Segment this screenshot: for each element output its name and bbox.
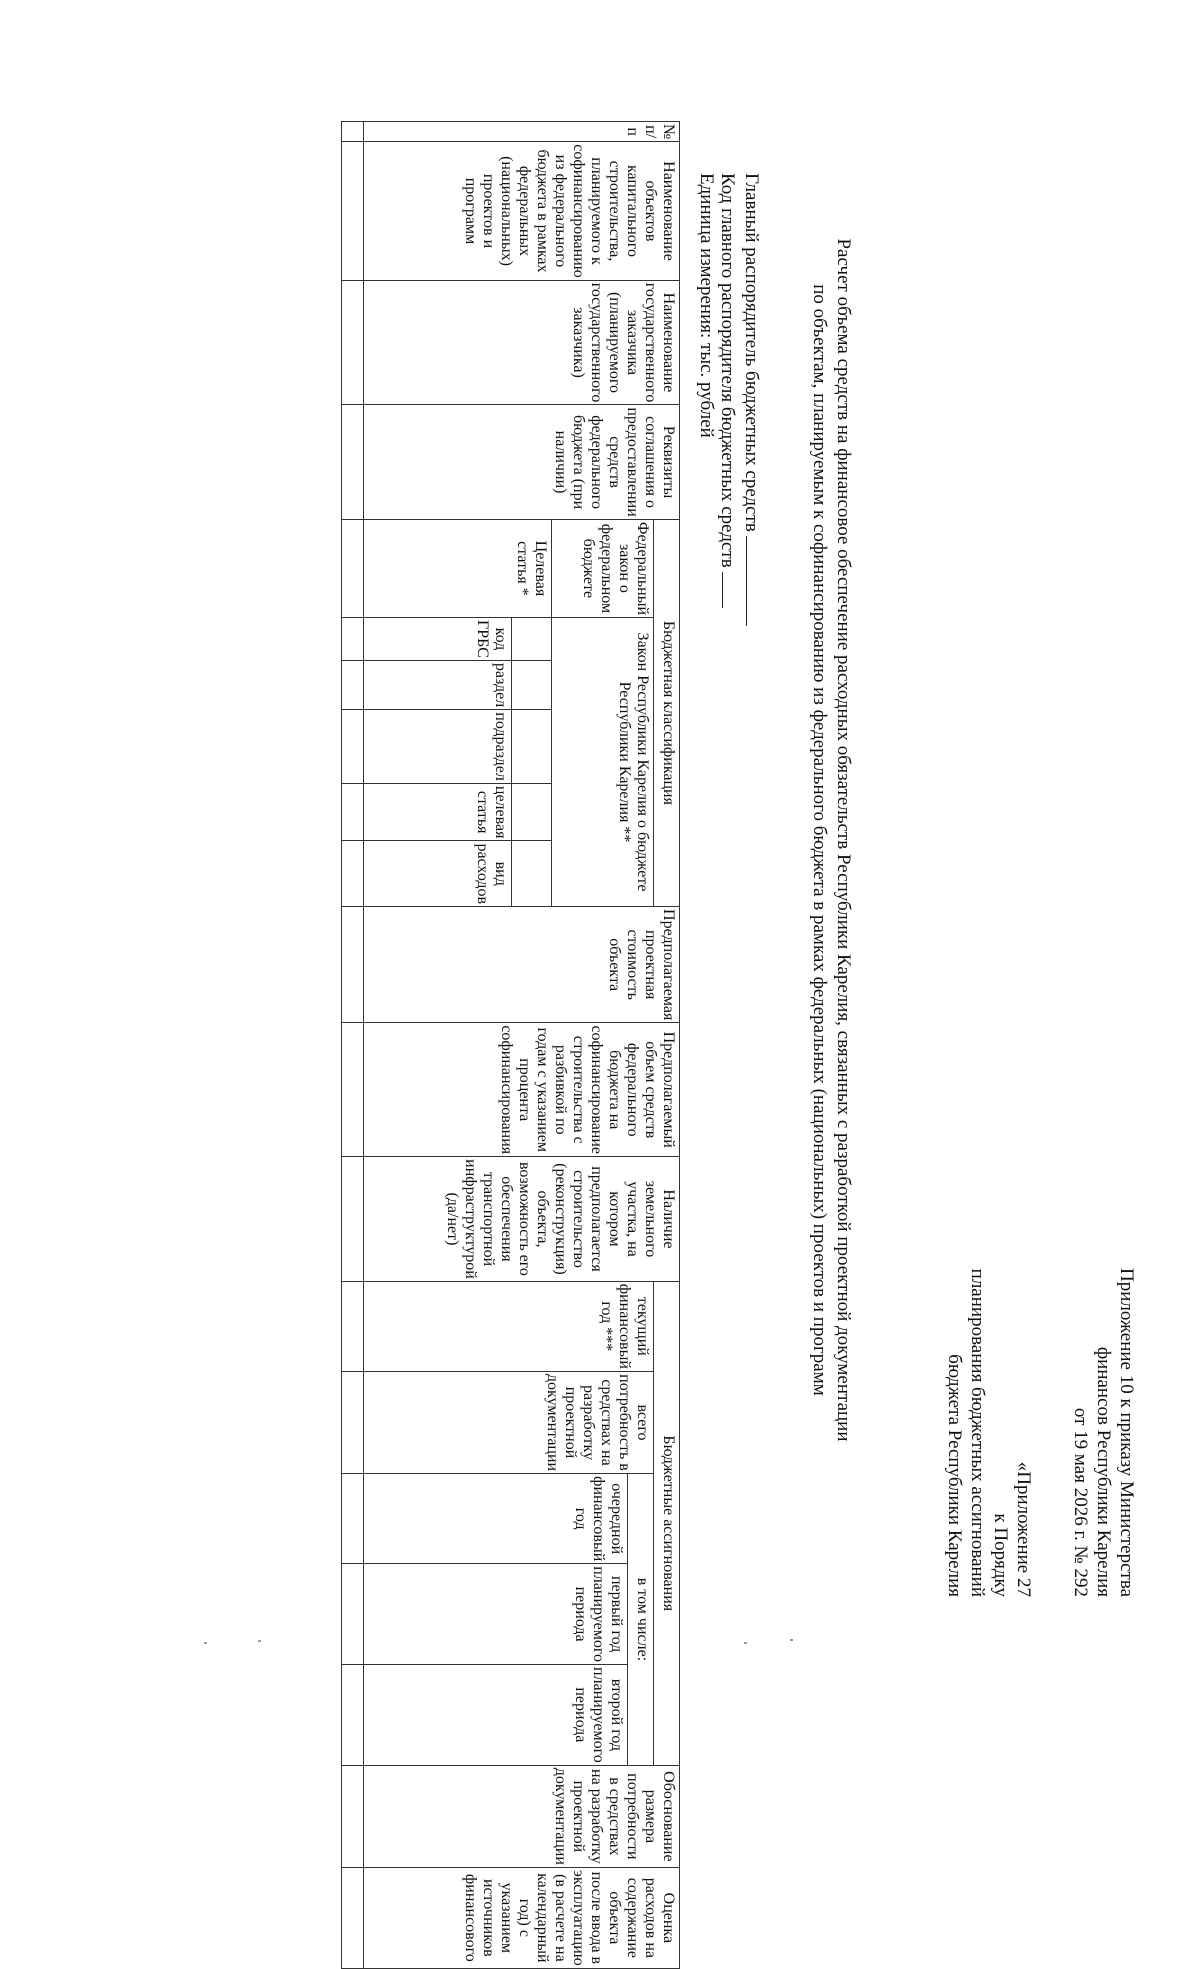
header-grbs-code: код ГРБС — [364, 618, 512, 661]
header-federal-cofinancing: Предполагаемый объем средств федерального бюджета на софинансирование строительства с разбивкой по годам с указанием процента софинансирования — [364, 1023, 680, 1157]
unit-label: Единица измерения: тыс. рублей — [696, 173, 717, 438]
header-budget-classification: Бюджетная классификация — [654, 519, 680, 906]
manager-label: Главный распорядитель бюджетных средств — [741, 173, 762, 532]
header-number: № п/п — [364, 122, 680, 142]
scan-speck — [258, 1640, 261, 1642]
manager-field — [740, 173, 765, 626]
header-next-year: очередной финансовый год — [364, 1474, 628, 1564]
title-line: Расчет объема средств на финансовое обеспечение расходных обязательств Республики Карелия, связанных с разработкой проектной документации — [833, 238, 854, 1442]
code-field — [716, 173, 741, 608]
table-row-cell — [342, 618, 364, 661]
order-line: от 19 мая 2026 г. № 292 — [1070, 1407, 1091, 1597]
code-blank — [722, 572, 741, 608]
header-justification: Обоснование размера потребности в средствах на разработку проектной документации — [364, 1765, 680, 1867]
title-line: по объектам, планируемым к софинансированию из федерального бюджета в рамках федеральных (национальных) проектов и программ — [809, 284, 830, 1396]
table-row-cell — [342, 1564, 364, 1665]
table-row-cell — [342, 1665, 364, 1766]
header-maintenance-estimate: Оценка расходов на содержание объекта после ввода в эксплуатацию (в расчете на календарный год) с указанием источников финансового — [364, 1867, 680, 1968]
annex-line: планирования бюджетных ассигнований — [967, 1268, 988, 1597]
table-row-cell — [342, 1281, 364, 1371]
table-row-cell — [342, 1867, 364, 1968]
code-label: Код главного распорядителя бюджетных средств — [717, 173, 738, 568]
header-total-need: всего потребность в средствах на разработку проектной документации — [364, 1371, 654, 1473]
header-target-article-code: целевая статья — [364, 783, 512, 841]
header-project-cost: Предполагаемая проектная стоимость объекта — [364, 907, 680, 1023]
table-row-cell — [342, 122, 364, 142]
header-including: в том числе: — [628, 1474, 654, 1766]
header-section: раздел — [364, 660, 512, 709]
empty-cell — [512, 783, 552, 841]
header-customer: Наименование государственного заказчика (планируемого государственного заказчика) — [364, 280, 680, 405]
empty-cell — [512, 660, 552, 709]
table-row-cell — [342, 1765, 364, 1867]
header-first-year: первый год планируемого периода — [364, 1564, 628, 1665]
manager-blank — [746, 536, 765, 626]
header-land-plot: Наличие земельного участка, на котором предполагается строительство (реконструкция) объекта, возможность его обеспечения транспортной инфраструктурой (да/нет) — [364, 1157, 680, 1282]
rotated-document — [60, 55, 1150, 1966]
table-row-cell — [342, 1023, 364, 1157]
annex-line: бюджета Республики Карелия — [944, 1354, 965, 1597]
header-object-name: Наименование объектов капитального строительства, планируемого к софинансированию из федерального бюджета в рамках федеральных (национальных) проектов и программ — [364, 142, 680, 280]
empty-cell — [512, 618, 552, 661]
table-row-cell — [342, 783, 364, 841]
unit-field — [695, 173, 717, 438]
table-row-cell — [342, 280, 364, 405]
empty-cell — [512, 710, 552, 784]
annex-line: «Приложение 27 — [1013, 1461, 1034, 1597]
empty-cell — [512, 841, 552, 907]
calculation-table — [341, 121, 680, 1969]
table-row-cell — [342, 660, 364, 709]
header-karelia-law: Закон Республики Карелия о бюджете Республики Карелия ** — [552, 618, 654, 907]
table-row-cell — [342, 841, 364, 907]
header-agreement-requisites: Реквизиты соглашения о предоставлении средств федерального бюджета (при наличии) — [364, 405, 680, 520]
scan-speck — [204, 1642, 207, 1644]
header-subsection: подраздел — [364, 710, 512, 784]
table-row-cell — [342, 1157, 364, 1282]
order-line: Приложение 10 к приказу Министерства — [1116, 1268, 1137, 1597]
header-federal-law: Федеральный закон о федеральном бюджете — [552, 519, 654, 617]
annex-line: к Порядку — [990, 1513, 1011, 1597]
table-row-cell — [342, 519, 364, 617]
table-row-cell — [342, 142, 364, 280]
table-row-cell — [342, 907, 364, 1023]
header-budget-allocations: Бюджетные ассигнования — [654, 1281, 680, 1765]
table-row-cell — [342, 1474, 364, 1564]
annex-reference — [943, 1269, 1035, 1597]
table-row-cell — [342, 405, 364, 520]
header-current-year: текущий финансовый год *** — [364, 1281, 654, 1371]
table-row-cell — [342, 1371, 364, 1473]
table-row-cell — [342, 710, 364, 784]
header-expense-type: вид расходов — [364, 841, 512, 907]
header-second-year: второй год планируемого периода — [364, 1665, 628, 1766]
scan-speck — [790, 1639, 793, 1641]
header-target-article: Целевая статья * — [364, 519, 552, 617]
order-line: финансов Республики Карелия — [1093, 1346, 1114, 1597]
document-title — [807, 175, 855, 1505]
scan-speck — [744, 1642, 747, 1644]
order-reference — [1069, 1268, 1138, 1597]
